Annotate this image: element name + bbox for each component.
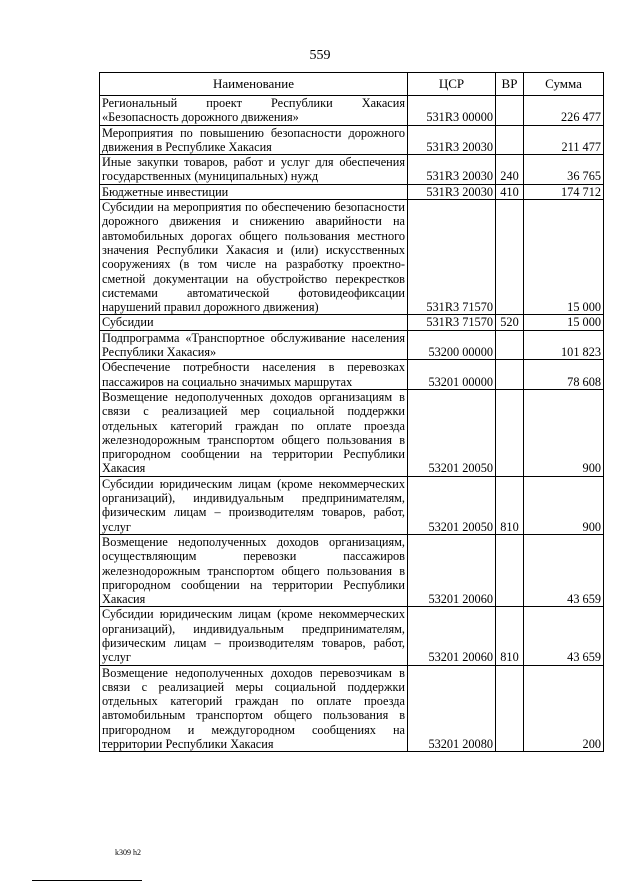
row-csr: 53201 00000 [408,360,496,390]
header-vr: ВР [496,73,524,96]
row-name: Субсидии на мероприятия по обеспечению безопасности дорожного движения и снижению аварийности на автомобильных дорогах общего пользования местного значения Республики Хакасия и (или) искусственных сооружениях (в том числе на разработку проектно-сметной документации на обустройство перекрестков системами автоматической фотовидеофиксации нарушений правил дорожного движения) [100,200,408,315]
row-sum: 15 000 [524,200,604,315]
row-vr [496,96,524,126]
row-csr: 53201 20050 [408,389,496,476]
row-sum: 43 659 [524,534,604,606]
row-vr [496,330,524,360]
header-sum: Сумма [524,73,604,96]
table-row [100,665,604,752]
budget-table [99,72,604,752]
row-vr: 520 [496,315,524,330]
row-sum: 211 477 [524,125,604,155]
row-sum: 200 [524,665,604,752]
row-name: Бюджетные инвестиции [100,184,408,199]
footer-divider [32,880,142,881]
row-csr: 531R3 20030 [408,125,496,155]
row-csr: 531R3 71570 [408,200,496,315]
row-vr [496,389,524,476]
table-row [100,360,604,390]
row-csr: 531R3 00000 [408,96,496,126]
row-sum: 900 [524,476,604,534]
table-row [100,607,604,665]
row-sum: 900 [524,389,604,476]
row-name: Субсидии [100,315,408,330]
table-row [100,155,604,185]
row-csr: 531R3 20030 [408,155,496,185]
row-vr: 240 [496,155,524,185]
row-sum: 101 823 [524,330,604,360]
row-name: Субсидии юридическим лицам (кроме некоммерческих организаций), индивидуальным предпринимателям, физическим лицам – производителям товаров, работ, услуг [100,607,408,665]
row-name: Иные закупки товаров, работ и услуг для обеспечения государственных (муниципальных) нужд [100,155,408,185]
table-row [100,184,604,199]
row-vr [496,360,524,390]
row-sum: 15 000 [524,315,604,330]
row-sum: 78 608 [524,360,604,390]
row-csr: 53201 20050 [408,476,496,534]
row-csr: 53200 00000 [408,330,496,360]
row-vr [496,200,524,315]
row-vr: 410 [496,184,524,199]
table-row [100,389,604,476]
table-row [100,476,604,534]
row-name: Мероприятия по повышению безопасности дорожного движения в Республике Хакасия [100,125,408,155]
row-csr: 531R3 20030 [408,184,496,199]
row-name: Возмещение недополученных доходов организациям, осуществляющим перевозки пассажиров железнодорожным транспортом общего пользования в пригородном сообщении на территории Республики Хакасия [100,534,408,606]
row-name: Субсидии юридическим лицам (кроме некоммерческих организаций), индивидуальным предпринимателям, физическим лицам – производителям товаров, работ, услуг [100,476,408,534]
table-row [100,315,604,330]
row-sum: 174 712 [524,184,604,199]
row-csr: 53201 20060 [408,534,496,606]
row-csr: 53201 20060 [408,607,496,665]
page-number: 559 [309,48,331,63]
row-name: Подпрограмма «Транспортное обслуживание населения Республики Хакасия» [100,330,408,360]
table-row [100,96,604,126]
table-row [100,330,604,360]
row-name: Возмещение недополученных доходов перевозчикам в связи с реализацией меры социальной поддержки отдельных категорий граждан по оплате проезда автомобильным транспортом общего пользования в пригородном и междугородном сообщениях на территории Республики Хакасия [100,665,408,752]
row-vr [496,665,524,752]
row-name: Возмещение недополученных доходов организациям в связи с реализацией мер социальной поддержки отдельных категорий граждан по оплате проезда железнодорожным транспортом общего пользования в пригородном сообщении на территории Республики Хакасия [100,389,408,476]
row-vr [496,125,524,155]
row-vr: 810 [496,476,524,534]
row-csr: 531R3 71570 [408,315,496,330]
row-sum: 226 477 [524,96,604,126]
header-csr: ЦСР [408,73,496,96]
row-vr: 810 [496,607,524,665]
row-sum: 43 659 [524,607,604,665]
footer-code: k309 h2 [115,848,141,857]
table-row [100,200,604,315]
row-sum: 36 765 [524,155,604,185]
row-csr: 53201 20080 [408,665,496,752]
table-header-row [100,73,604,96]
row-name: Обеспечение потребности населения в перевозках пассажиров на социально значимых маршрутах [100,360,408,390]
row-vr [496,534,524,606]
table-row [100,125,604,155]
header-name: Наименование [100,73,408,96]
row-name: Региональный проект Республики Хакасия «Безопасность дорожного движения» [100,96,408,126]
table-row [100,534,604,606]
